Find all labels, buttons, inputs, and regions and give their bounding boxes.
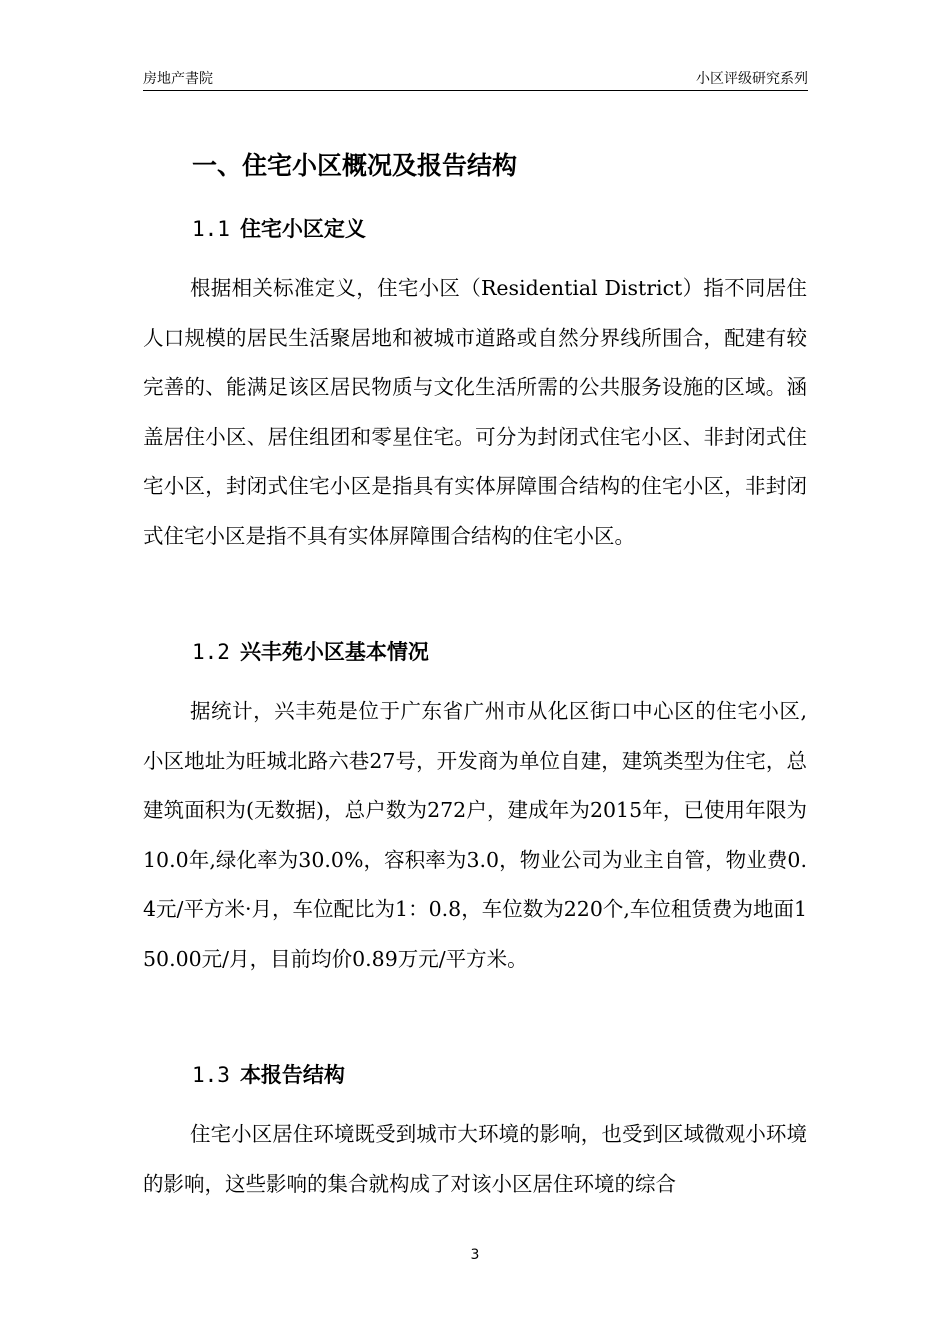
- section-body-1-2: 据统计，兴丰苑是位于广东省广州市从化区街口中心区的住宅小区,小区地址为旺城北路六巷27号，开发商为单位自建，建筑类型为住宅，总建筑面积为(无数据)，总户数为272户，建成年为2015年，已使用年限为10.0年,绿化率为30.0%，容积率为3.0，物业公司为业主自管，物业费0.4元/平方米·月，车位配比为1：0.8，车位数为220个,车位租赁费为地面150.00元/月，目前均价0.89万元/平方米。: [143, 699, 807, 971]
- chapter-title: 一、住宅小区概况及报告结构: [192, 151, 518, 180]
- section-title: 本报告结构: [239, 1063, 345, 1087]
- page-number: 3: [470, 1247, 480, 1263]
- section-title: 住宅小区定义: [239, 217, 366, 241]
- section-body-1-1: 根据相关标准定义，住宅小区（Residential District）指不同居住人口规模的居民生活聚居地和被城市道路或自然分界线所围合，配建有较完善的、能满足该区居民物质与文化生活所需的公共服务设施的区域。涵盖居住小区、居住组团和零星住宅。可分为封闭式住宅小区、非封闭式住宅小区，封闭式住宅小区是指具有实体屏障围合结构的住宅小区，非封闭式住宅小区是指不具有实体屏障围合结构的住宅小区。: [143, 276, 807, 548]
- header-series-title: 小区评级研究系列: [696, 71, 808, 87]
- section-number: 1.2: [192, 640, 230, 664]
- section-heading-1-1: [192, 213, 366, 243]
- section-heading-1-2: [192, 636, 429, 666]
- header-publisher: 房地产書院: [143, 71, 213, 87]
- page-header: [143, 66, 808, 91]
- section-number: 1.1: [192, 217, 230, 241]
- section-title: 兴丰苑小区基本情况: [239, 640, 429, 664]
- section-number: 1.3: [192, 1063, 230, 1087]
- section-body-1-3: 住宅小区居住环境既受到城市大环境的影响，也受到区域微观小环境的影响，这些影响的集合就构成了对该小区居住环境的综合: [143, 1122, 807, 1196]
- section-heading-1-3: [192, 1059, 345, 1089]
